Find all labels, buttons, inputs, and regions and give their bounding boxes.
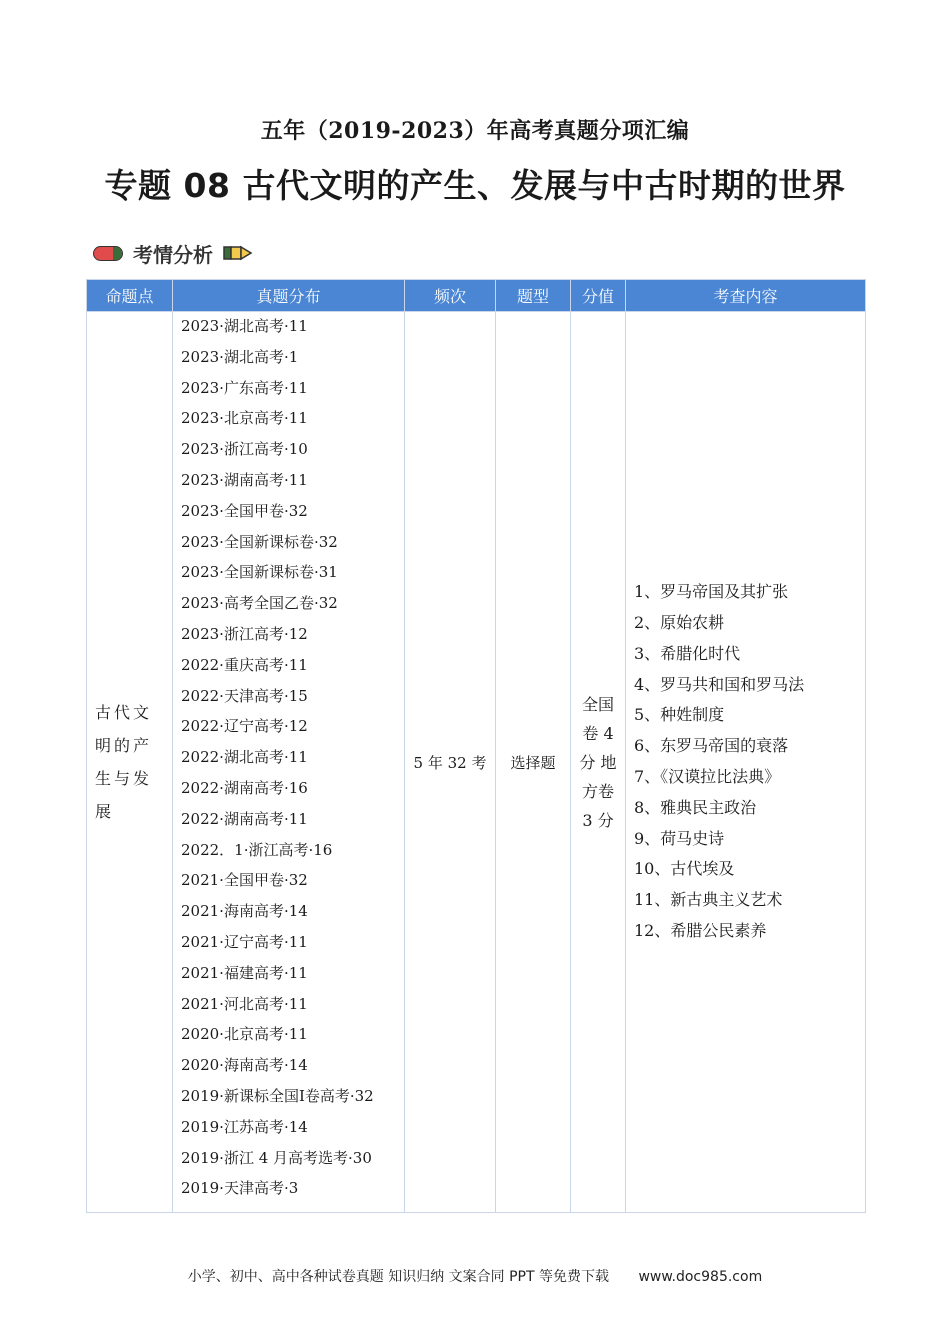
- distribution-item: 2022·天津高考·15: [181, 686, 308, 705]
- distribution-item: 2020·海南高考·14: [181, 1056, 308, 1075]
- distribution-item: 2023·北京高考·11: [181, 409, 308, 428]
- distribution-item: 2021·海南高考·14: [181, 902, 308, 921]
- content-item: 8、雅典民主政治: [634, 797, 757, 817]
- distribution-item: 2023·高考全国乙卷·32: [181, 594, 338, 613]
- distribution-item: 2021·河北高考·11: [181, 994, 308, 1013]
- distribution-list: [181, 312, 404, 1212]
- exam-analysis-table: [86, 279, 866, 1213]
- column-header: 考查内容: [626, 280, 866, 312]
- distribution-item: 2023·湖北高考·11: [181, 317, 308, 335]
- distribution-item: 2023·浙江高考·12: [181, 624, 308, 643]
- content-item: 7、《汉谟拉比法典》: [634, 767, 781, 787]
- score-cell: 全国卷 4 分 地方卷 3 分: [571, 312, 626, 1213]
- distribution-item: 2019·浙江 4 月高考选考·30: [181, 1148, 372, 1167]
- footer-url[interactable]: www.doc985.com: [638, 1269, 763, 1285]
- distribution-item: 2021·辽宁高考·11: [181, 932, 308, 951]
- distribution-item: 2023·湖北高考·1: [181, 347, 299, 366]
- table-row: [87, 312, 866, 1213]
- column-header: 分值: [571, 280, 626, 312]
- column-header: 真题分布: [173, 280, 405, 312]
- distribution-item: 2023·全国新课标卷·32: [181, 532, 338, 551]
- distribution-item: 2022．1·浙江高考·16: [181, 840, 333, 859]
- distribution-item: 2019·新课标全国Ⅰ卷高考·32: [181, 1086, 374, 1105]
- column-header: 频次: [405, 280, 496, 312]
- frequency-cell: 5 年 32 考: [405, 312, 496, 1213]
- distribution-cell: [173, 312, 405, 1213]
- distribution-item: 2023·湖南高考·11: [181, 470, 308, 489]
- content-list: [634, 577, 865, 947]
- distribution-item: 2021·福建高考·11: [181, 963, 308, 982]
- content-item: 3、希腊化时代: [634, 643, 741, 663]
- document-subtitle: 五年（2019-2023）年高考真题分项汇编: [260, 118, 690, 144]
- content-item: 2、原始农耕: [634, 613, 725, 633]
- content-item: 5、种姓制度: [634, 705, 725, 725]
- content-item: 10、古代埃及: [634, 859, 735, 879]
- distribution-item: 2019·天津高考·3: [181, 1179, 299, 1198]
- distribution-item: 2022·湖南高考·11: [181, 809, 308, 828]
- distribution-item: 2023·广东高考·11: [181, 378, 308, 397]
- distribution-item: 2022·重庆高考·11: [181, 655, 308, 674]
- distribution-item: 2023·浙江高考·10: [181, 440, 308, 459]
- content-item: 6、东罗马帝国的衰落: [634, 736, 789, 756]
- distribution-item: 2022·湖南高考·16: [181, 778, 308, 797]
- column-header: 题型: [496, 280, 571, 312]
- pencil-right-icon: [223, 245, 253, 261]
- pencil-left-icon: [93, 246, 123, 261]
- distribution-item: 2019·江苏高考·14: [181, 1117, 308, 1136]
- distribution-item: 2022·湖北高考·11: [181, 748, 308, 767]
- question-type-cell: 选择题: [496, 312, 571, 1213]
- distribution-item: 2023·全国新课标卷·31: [181, 563, 338, 582]
- distribution-item: 2023·全国甲卷·32: [181, 501, 308, 520]
- table-header-row: [87, 280, 866, 312]
- topic-cell: 古代文明的产生与发展: [87, 312, 173, 1213]
- content-item: 9、荷马史诗: [634, 828, 725, 848]
- section-header: [93, 238, 253, 268]
- content-item: 11、新古典主义艺术: [634, 890, 783, 910]
- section-label: 考情分析: [133, 242, 213, 267]
- page-footer: [0, 1266, 950, 1286]
- content-item: 4、罗马共和国和罗马法: [634, 674, 805, 694]
- content-item: 1、罗马帝国及其扩张: [634, 582, 789, 602]
- content-item: 12、希腊公民素养: [634, 921, 767, 941]
- distribution-item: 2021·全国甲卷·32: [181, 871, 308, 890]
- document-title: 专题 08 古代文明的产生、发展与中古时期的世界: [104, 166, 846, 205]
- content-cell: [626, 312, 866, 1213]
- distribution-item: 2022·辽宁高考·12: [181, 717, 308, 736]
- footer-text: 小学、初中、高中各种试卷真题 知识归纳 文案合同 PPT 等免费下载: [187, 1269, 610, 1285]
- column-header: 命题点: [87, 280, 173, 312]
- distribution-item: 2020·北京高考·11: [181, 1025, 308, 1044]
